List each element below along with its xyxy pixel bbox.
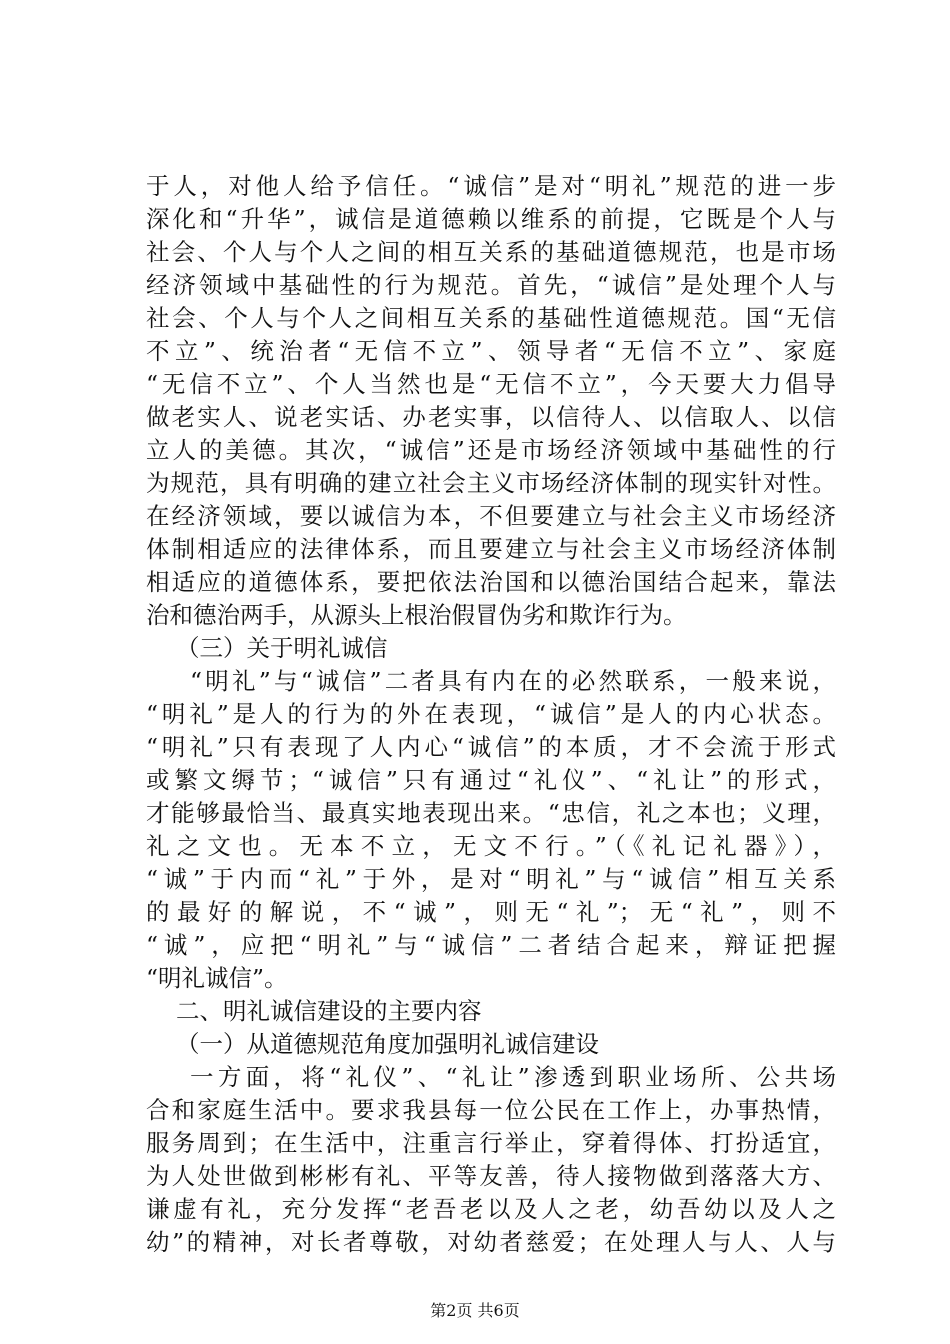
text-line: 在经济领域，要以诚信为本，不但要建立与社会主义市场经济 (146, 502, 836, 530)
text-line: 礼之文也。无本不立，无文不行。”（《礼记礼器》）， (146, 832, 836, 860)
text-line: 为规范，具有明确的建立社会主义市场经济体制的现实针对性。 (146, 469, 836, 497)
text-line: “无信不立”、个人当然也是“无信不立”，今天要大力倡导 (146, 370, 836, 398)
text-line: 或繁文缛节；“诚信”只有通过“礼仪”、“礼让”的形式， (146, 766, 836, 794)
text-line: 一方面，将“礼仪”、“礼让”渗透到职业场所、公共场 (190, 1063, 836, 1091)
text-line: 为人处世做到彬彬有礼、平等友善，待人接物做到落落大方、 (146, 1162, 836, 1190)
text-line: “明礼”只有表现了人内心“诚信”的本质，才不会流于形式 (146, 733, 836, 761)
text-line: 社会、个人与个人之间的相互关系的基础道德规范，也是市场 (146, 238, 836, 266)
text-line: 经济领域中基础性的行为规范。首先，“诚信”是处理个人与 (146, 271, 836, 299)
page-footer: 第2页 共6页 (430, 1301, 520, 1320)
text-line: （三）关于明礼诚信 (176, 634, 388, 662)
text-line: 二、明礼诚信建设的主要内容 (176, 997, 482, 1025)
text-line: 社会、个人与个人之间相互关系的基础性道德规范。国“无信 (146, 304, 836, 332)
text-line: 的最好的解说，不“诚”，则无“礼”；无“礼”，则不 (146, 898, 836, 926)
document-body (146, 170, 836, 1259)
text-line: 做老实人、说老实话、办老实事，以信待人、以信取人、以信 (146, 403, 836, 431)
text-line: 才能够最恰当、最真实地表现出来。“忠信，礼之本也；义理， (146, 799, 836, 827)
text-line: 相适应的道德体系，要把依法治国和以德治国结合起来，靠法 (146, 568, 836, 596)
text-line: 深化和“升华”，诚信是道德赖以维系的前提，它既是个人与 (146, 205, 836, 233)
text-line: 立人的美德。其次，“诚信”还是市场经济领域中基础性的行 (146, 436, 836, 464)
text-line: 服务周到；在生活中，注重言行举止，穿着得体、打扮适宜， (146, 1129, 836, 1157)
text-line: 于人，对他人给予信任。“诚信”是对“明礼”规范的进一步 (146, 172, 836, 200)
text-line: “诚”于内而“礼”于外，是对“明礼”与“诚信”相互关系 (146, 865, 836, 893)
text-line: 治和德治两手，从源头上根治假冒伪劣和欺诈行为。 (146, 601, 687, 629)
text-line: “明礼”是人的行为的外在表现，“诚信”是人的内心状态。 (146, 700, 836, 728)
text-line: 幼”的精神，对长者尊敬，对幼者慈爱；在处理人与人、人与 (146, 1228, 836, 1256)
text-line: 体制相适应的法律体系，而且要建立与社会主义市场经济体制 (146, 535, 836, 563)
text-line: “诚”，应把“明礼”与“诚信”二者结合起来，辩证把握 (146, 931, 836, 959)
text-line: 合和家庭生活中。要求我县每一位公民在工作上，办事热情， (146, 1096, 836, 1124)
text-line: 不立”、统治者“无信不立”、领导者“无信不立”、家庭 (146, 337, 836, 365)
text-line: 谦虚有礼，充分发挥“老吾老以及人之老，幼吾幼以及人之 (146, 1195, 836, 1223)
text-line: “明礼诚信”。 (146, 964, 288, 992)
text-line: （一）从道德规范角度加强明礼诚信建设 (176, 1030, 599, 1058)
text-line: “明礼”与“诚信”二者具有内在的必然联系，一般来说， (190, 667, 836, 695)
